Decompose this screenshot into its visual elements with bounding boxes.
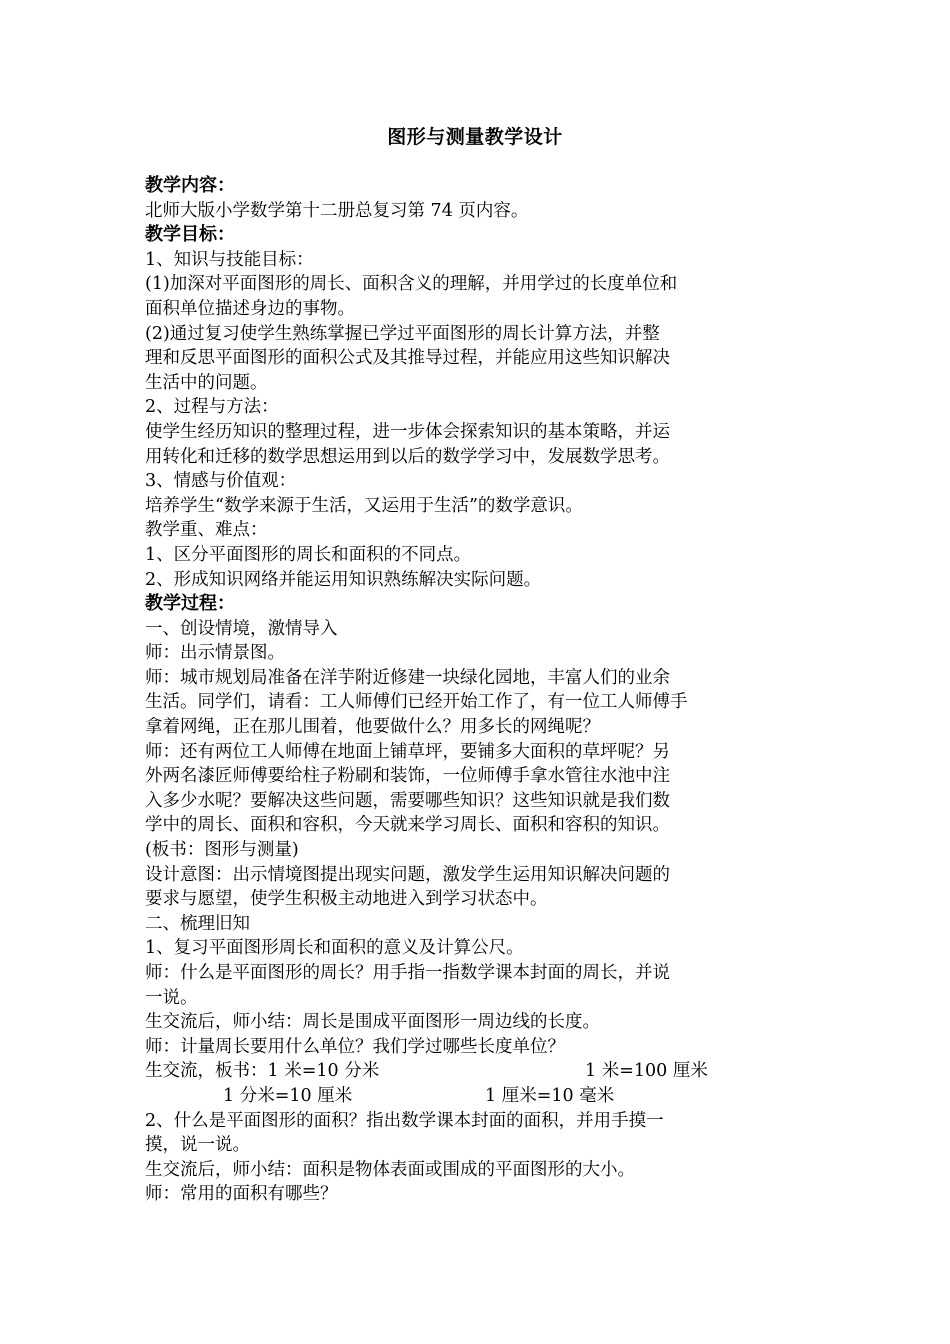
text-line: 一、创设情境，激情导入 [145,618,338,639]
text-line: 教学重、难点： [145,520,268,541]
text-line: 用转化和迁移的数学思想运用到以后的数学学习中，发展数学思考。 [145,446,670,467]
text-line: 生交流后，师小结：面积是物体表面或围成的平面图形的大小。 [145,1159,635,1180]
text-line: 师：计量周长要用什么单位？我们学过哪些长度单位？ [145,1036,565,1057]
text-line: 师：还有两位工人师傅在地面上铺草坪，要铺多大面积的草坪呢？另 [145,741,670,762]
text-line: 面积单位描述身边的事物。 [145,298,355,319]
units-row-1-right: 1 米=100 厘米 [585,1061,708,1082]
text-line: 培养学生“数学来源于生活，又运用于生活”的数学意识。 [145,495,583,516]
section-heading: 教学目标： [145,224,235,246]
text-line: 摸，说一说。 [145,1135,250,1156]
body-section-main [145,174,810,1059]
units-row-2-left: 1 分米=10 厘米 [223,1085,353,1106]
text-line: (1)加深对平面图形的周长、面积含义的理解，并用学过的长度单位和 [145,274,678,295]
units-row-2-right: 1 厘米=10 毫米 [485,1085,615,1106]
text-line: 生交流后，师小结：周长是围成平面图形一周边线的长度。 [145,1012,600,1033]
text-line: 生活中的问题。 [145,372,268,393]
text-line: 外两名漆匠师傅要给柱子粉刷和装饰，一位师傅手拿水管往水池中注 [145,766,670,787]
text-line: 北师大版小学数学第十二册总复习第 74 页内容。 [145,200,529,221]
text-line: 1、知识与技能目标： [145,249,314,270]
text-line: 二、梳理旧知 [145,913,250,934]
text-line: (板书：图形与测量) [145,840,299,861]
text-line: 师：常用的面积有哪些？ [145,1184,338,1205]
text-line: 2、过程与方法： [145,397,279,418]
text-line: 设计意图：出示情境图提出现实问题，激发学生运用知识解决问题的 [145,864,670,885]
text-line: 生活。同学们，请看：工人师傅们已经开始工作了，有一位工人师傅手 [145,692,688,713]
text-line: 一说。 [145,987,198,1008]
text-line: 师：出示情景图。 [145,643,285,664]
text-line: 入多少水呢？要解决这些问题，需要哪些知识？这些知识就是我们数 [145,790,670,811]
units-row-2 [145,1084,810,1109]
units-row-1 [145,1059,810,1084]
text-line: 3、情感与价值观： [145,471,297,492]
body-section-after [145,1109,810,1207]
text-line: 要求与愿望，使学生积极主动地进入到学习状态中。 [145,889,548,910]
text-line: 1、区分平面图形的周长和面积的不同点。 [145,544,472,565]
document-body [145,174,810,1207]
document-title: 图形与测量教学设计 [387,126,563,148]
text-line: 2、形成知识网络并能运用知识熟练解决实际问题。 [145,569,542,590]
text-line: 师：什么是平面图形的周长？用手指一指数学课本封面的周长，并说 [145,963,670,983]
text-line: 使学生经历知识的整理过程，进一步体会探索知识的基本策略，并运 [145,421,670,442]
text-line: 1、复习平面图形周长和面积的意义及计算公尺。 [145,938,524,959]
section-heading: 教学过程： [145,593,235,615]
units-row-1-left: 生交流，板书：1 米=10 分米 [145,1061,380,1082]
text-line: 拿着网绳，正在那儿围着，他要做什么？用多长的网绳呢？ [145,717,600,738]
text-line: 理和反思平面图形的面积公式及其推导过程，并能应用这些知识解决 [145,348,670,369]
text-line: 师：城市规划局准备在洋芋附近修建一块绿化园地，丰富人们的业余 [145,667,670,688]
section-heading: 教学内容： [145,175,235,196]
text-line: 2、什么是平面图形的面积？指出数学课本封面的面积，并用手摸一 [145,1110,664,1131]
text-line: (2)通过复习使学生熟练掌握已学过平面图形的周长计算方法，并整 [145,323,660,344]
text-line: 学中的周长、面积和容积，今天就来学习周长、面积和容积的知识。 [145,815,670,836]
